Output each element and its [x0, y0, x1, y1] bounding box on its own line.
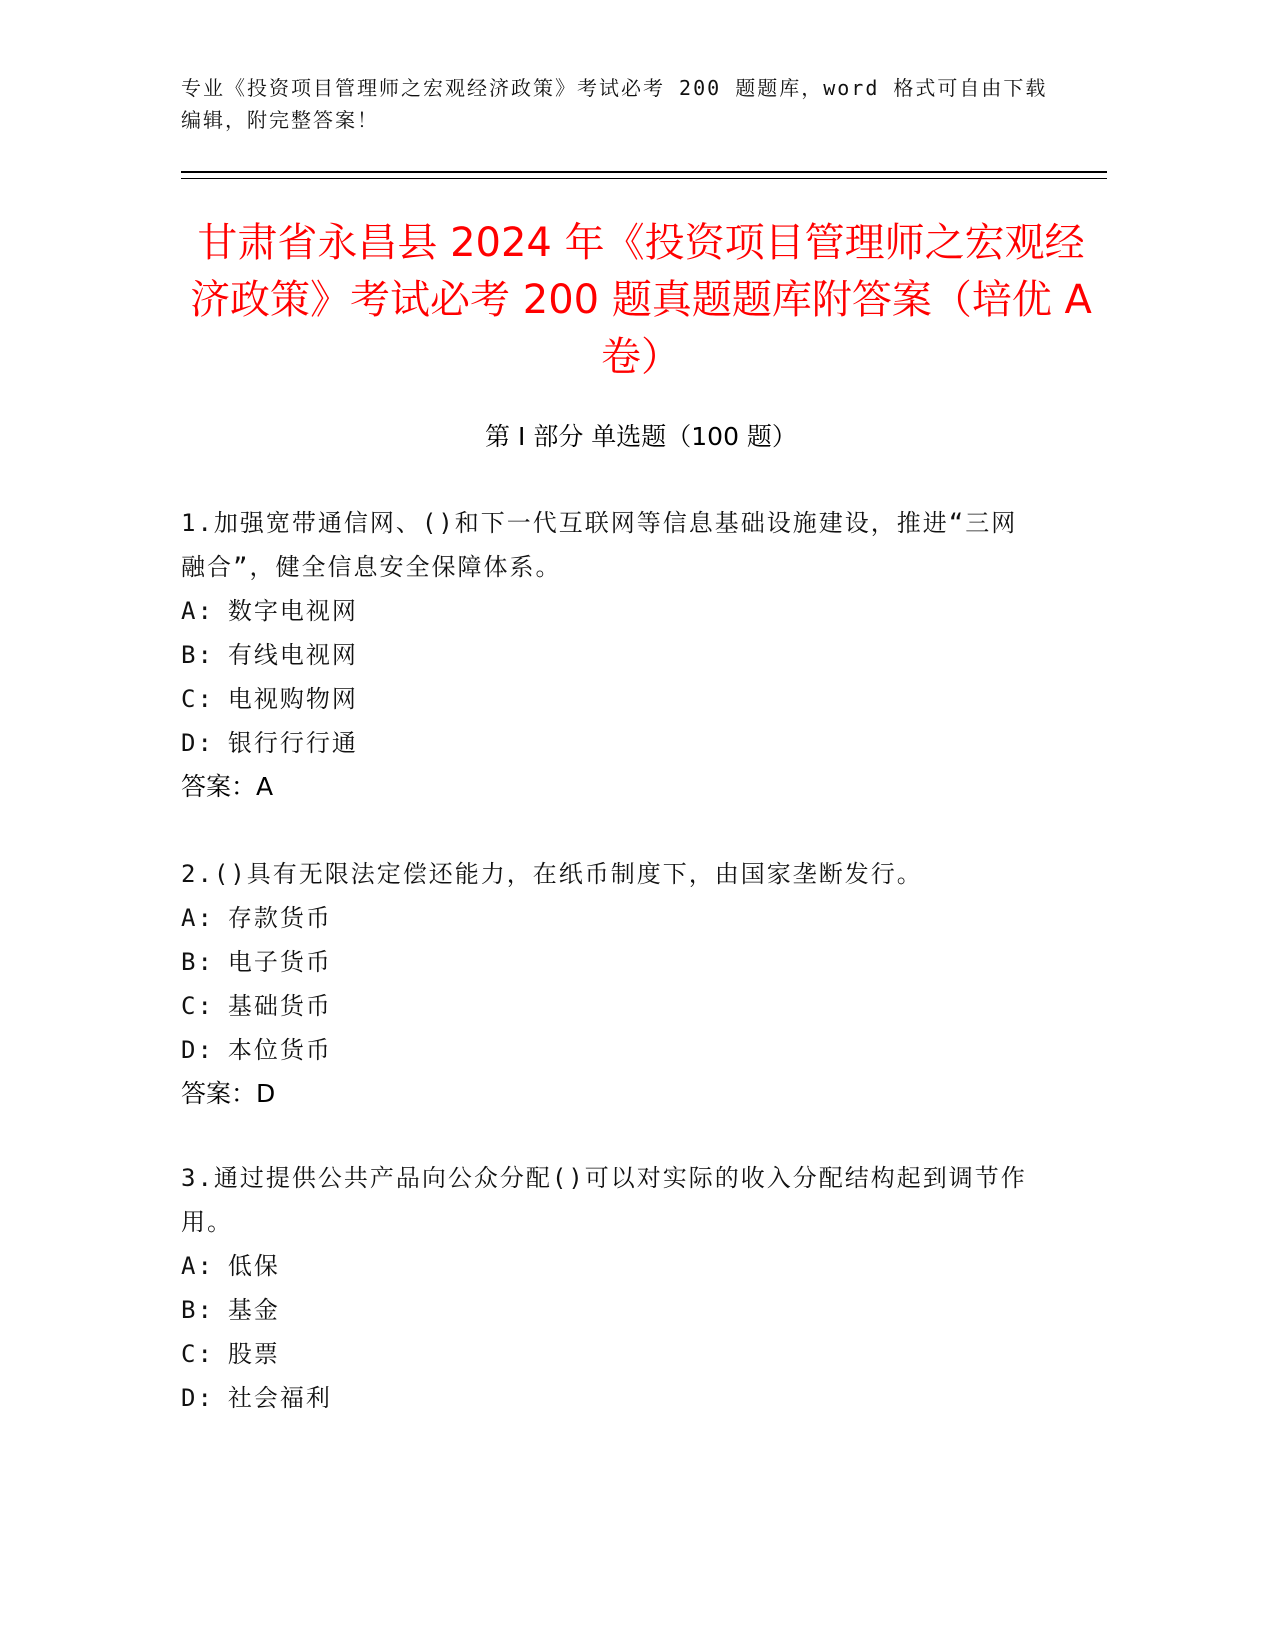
option-label: C:: [181, 992, 214, 1020]
option-label: C:: [181, 685, 214, 713]
option-text: 本位货币: [227, 1036, 332, 1064]
option-label: D:: [181, 1384, 214, 1412]
option-label: B:: [181, 948, 214, 976]
option-label: D:: [181, 1036, 214, 1064]
question-2: [181, 852, 1031, 1116]
option-text: 有线电视网: [227, 641, 358, 669]
option-a: [181, 896, 1031, 940]
answer-line: 答案：D: [181, 1079, 276, 1108]
option-label: A:: [181, 904, 214, 932]
option-label: A:: [181, 597, 214, 625]
option-label: B:: [181, 1296, 214, 1324]
answer-line: 答案：A: [181, 772, 274, 801]
option-c: [181, 984, 1031, 1028]
option-d: [181, 1376, 1031, 1420]
header-rule-thick: [181, 171, 1107, 173]
option-text: 电子货币: [227, 948, 332, 976]
option-a: [181, 589, 1031, 633]
option-c: [181, 677, 1031, 721]
option-d: [181, 721, 1031, 765]
question-stem: 2.()具有无限法定偿还能力，在纸币制度下，由国家垄断发行。: [181, 860, 923, 888]
option-b: [181, 633, 1031, 677]
option-text: 股票: [227, 1340, 280, 1368]
option-text: 银行行行通: [227, 729, 358, 757]
option-label: A:: [181, 1252, 214, 1280]
option-c: [181, 1332, 1031, 1376]
option-text: 数字电视网: [227, 597, 358, 625]
header-rule-thin: [181, 178, 1107, 179]
option-text: 存款货币: [227, 904, 332, 932]
option-text: 社会福利: [227, 1384, 332, 1412]
question-1: [181, 501, 1031, 809]
option-text: 低保: [227, 1252, 280, 1280]
option-label: C:: [181, 1340, 214, 1368]
option-label: B:: [181, 641, 214, 669]
option-text: 基础货币: [227, 992, 332, 1020]
section-heading: 第 I 部分 单选题（100 题）: [485, 422, 797, 451]
option-d: [181, 1028, 1031, 1072]
question-stem: 3.通过提供公共产品向公众分配()可以对实际的收入分配结构起到调节作用。: [181, 1164, 1027, 1236]
option-text: 电视购物网: [227, 685, 358, 713]
document-title: 甘肃省永昌县 2024 年《投资项目管理师之宏观经济政策》考试必考 200 题真题题库附答案（培优 A 卷）: [190, 220, 1092, 380]
option-text: 基金: [227, 1296, 280, 1324]
option-b: [181, 940, 1031, 984]
question-3: [181, 1156, 1031, 1420]
option-label: D:: [181, 729, 214, 757]
header-note: 专业《投资项目管理师之宏观经济政策》考试必考 200 题题库，word 格式可自由下载编辑，附完整答案！: [181, 76, 1048, 132]
option-a: [181, 1244, 1031, 1288]
question-stem: 1.加强宽带通信网、()和下一代互联网等信息基础设施建设，推进“三网融合”，健全信息安全保障体系。: [181, 509, 1018, 581]
option-b: [181, 1288, 1031, 1332]
